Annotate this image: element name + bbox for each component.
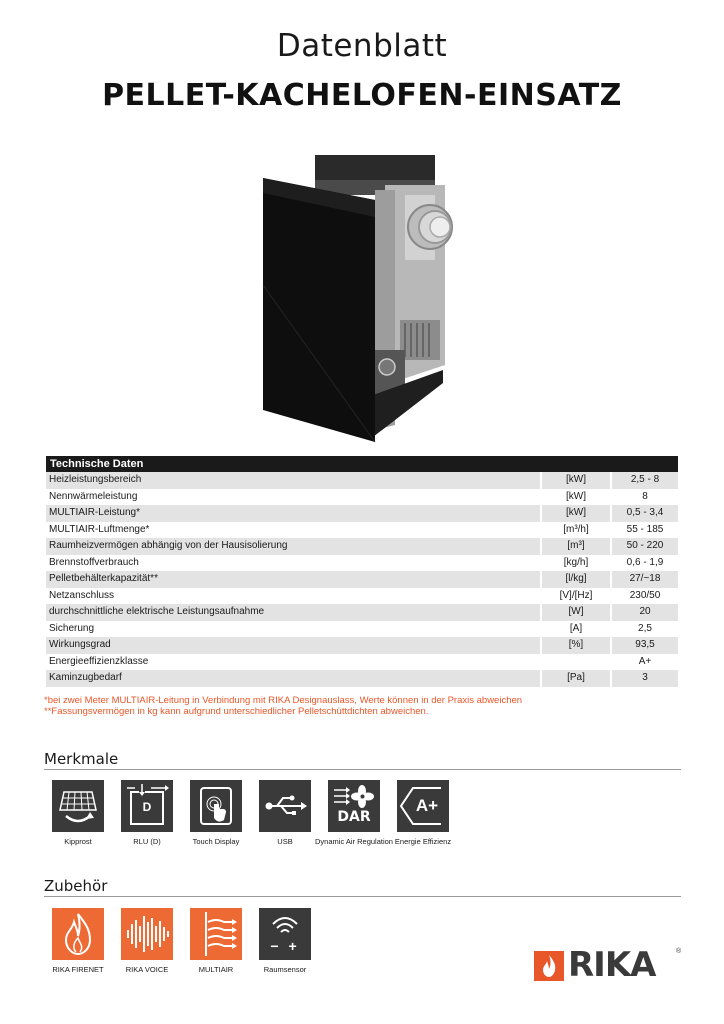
product-title: PELLET-KACHELOFEN-EINSATZ — [102, 78, 622, 113]
touch-display-icon — [190, 780, 242, 832]
feature-energy-efficiency — [383, 780, 463, 846]
table-row — [46, 555, 678, 572]
technical-data-table — [46, 456, 678, 687]
row-label: Energieeffizienzklasse — [49, 655, 149, 667]
row-value: 8 — [642, 490, 648, 502]
table-row — [46, 621, 678, 638]
table-title: Technische Daten — [46, 456, 678, 472]
usb-icon — [259, 780, 311, 832]
row-unit: [kg/h] — [563, 556, 589, 568]
row-label: Nennwärmeleistung — [49, 490, 138, 502]
row-label: Brennstoffverbrauch — [49, 556, 139, 568]
footnote: **Fassungsvermögen in kg kann aufgrund unterschiedlicher Pelletschüttdichten abweichen. — [44, 706, 429, 717]
row-value: 3 — [612, 670, 678, 687]
accessories-heading: Zubehör — [44, 877, 108, 895]
row-label: Sicherung — [49, 622, 95, 634]
divider — [44, 769, 681, 770]
row-unit: [kW] — [542, 472, 610, 489]
row-unit: [A] — [569, 622, 583, 634]
row-unit: [kW] — [542, 505, 610, 522]
row-unit: [l/kg] — [542, 571, 610, 588]
feature-caption: Kipprost — [64, 837, 92, 846]
feature-touch-display — [176, 780, 256, 846]
accessory-caption: MULTIAIR — [198, 965, 234, 974]
table-row — [46, 472, 678, 489]
row-value: 0,6 - 1,9 — [626, 556, 664, 568]
row-unit: [W] — [542, 604, 610, 621]
accessory-caption: RIKA FIRENET — [52, 965, 104, 974]
sensor-glyph: − + — [270, 938, 300, 954]
row-label: Netzanschluss — [49, 589, 115, 601]
brand-name: RIKA — [568, 945, 656, 985]
page-title: Datenblatt — [276, 28, 448, 64]
footnote: *bei zwei Meter MULTIAIR-Leitung in Verbindung mit RIKA Designauslass, Werte können in der Praxis abweichen — [44, 695, 523, 706]
table-row — [46, 489, 678, 506]
row-unit: [V]/[Hz] — [559, 589, 593, 601]
feature-dynamic-air — [314, 780, 394, 846]
feature-caption: Dynamic Air Regulation — [315, 837, 393, 846]
tilting-grate-icon — [52, 780, 104, 832]
row-label: MULTIAIR-Luftmenge* — [49, 523, 150, 535]
accessory-multiair — [176, 908, 256, 974]
room-sensor-icon — [259, 908, 311, 960]
accessory-caption: Raumsensor — [263, 965, 307, 974]
feature-tilting-grate — [38, 780, 118, 846]
multiair-icon — [190, 908, 242, 960]
divider — [44, 896, 681, 897]
table-row — [46, 571, 678, 588]
accessory-caption: RIKA VOICE — [125, 965, 169, 974]
row-unit: [Pa] — [542, 670, 610, 687]
table-row — [46, 604, 678, 621]
row-unit: [%] — [542, 637, 610, 654]
feature-rlu — [107, 780, 187, 846]
table-row — [46, 588, 678, 605]
row-value: 55 - 185 — [626, 523, 664, 535]
accessory-room-sensor — [245, 908, 325, 974]
rlu-glyph: D — [142, 800, 152, 814]
row-label: Kaminzugbedarf — [46, 670, 540, 687]
feature-caption: RLU (D) — [133, 837, 161, 846]
feature-caption: USB — [277, 837, 293, 846]
row-value: 230/50 — [629, 589, 661, 601]
row-value: 20 — [612, 604, 678, 621]
accessory-voice — [107, 908, 187, 974]
row-value: 2,5 — [638, 622, 652, 634]
flame-icon — [52, 908, 104, 960]
feature-caption: Energie Effizienz — [394, 837, 452, 846]
row-unit: [kW] — [566, 490, 586, 502]
product-image — [255, 145, 455, 445]
table-row — [46, 505, 678, 522]
accessory-firenet — [38, 908, 118, 974]
row-value: 27/~18 — [612, 571, 678, 588]
row-value: 2,5 - 8 — [612, 472, 678, 489]
row-unit: [m³] — [542, 538, 610, 555]
table-row — [46, 654, 678, 671]
energy-class-glyph: A+ — [415, 796, 439, 815]
room-air-independent-icon — [121, 780, 173, 832]
row-label: Pelletbehälterkapazität** — [46, 571, 540, 588]
table-row — [46, 522, 678, 539]
row-value: 93,5 — [612, 637, 678, 654]
dynamic-air-regulation-icon — [328, 780, 380, 832]
row-label: durchschnittliche elektrische Leistungsaufnahme — [46, 604, 540, 621]
row-value: 0,5 - 3,4 — [612, 505, 678, 522]
flame-logo-icon — [534, 951, 564, 981]
footnotes — [44, 695, 522, 717]
dar-glyph: DAR — [337, 809, 371, 825]
row-label: Raumheizvermögen abhängig von der Hausisolierung — [46, 538, 540, 555]
row-unit: [m³/h] — [563, 523, 589, 535]
row-value: A+ — [638, 655, 652, 667]
rika-logo — [534, 945, 682, 985]
features-heading: Merkmale — [44, 750, 119, 768]
row-label: Heizleistungsbereich — [46, 472, 540, 489]
table-row — [46, 670, 678, 687]
table-body — [46, 472, 678, 687]
row-unit — [542, 654, 610, 671]
row-value: 50 - 220 — [612, 538, 678, 555]
feature-usb — [245, 780, 325, 846]
voice-wave-icon — [121, 908, 173, 960]
energy-efficiency-icon — [397, 780, 449, 832]
table-row — [46, 637, 678, 654]
row-label: MULTIAIR-Leistung* — [46, 505, 540, 522]
registered-mark: ® — [676, 948, 682, 955]
table-row — [46, 538, 678, 555]
row-label: Wirkungsgrad — [46, 637, 540, 654]
feature-caption: Touch Display — [192, 837, 240, 846]
